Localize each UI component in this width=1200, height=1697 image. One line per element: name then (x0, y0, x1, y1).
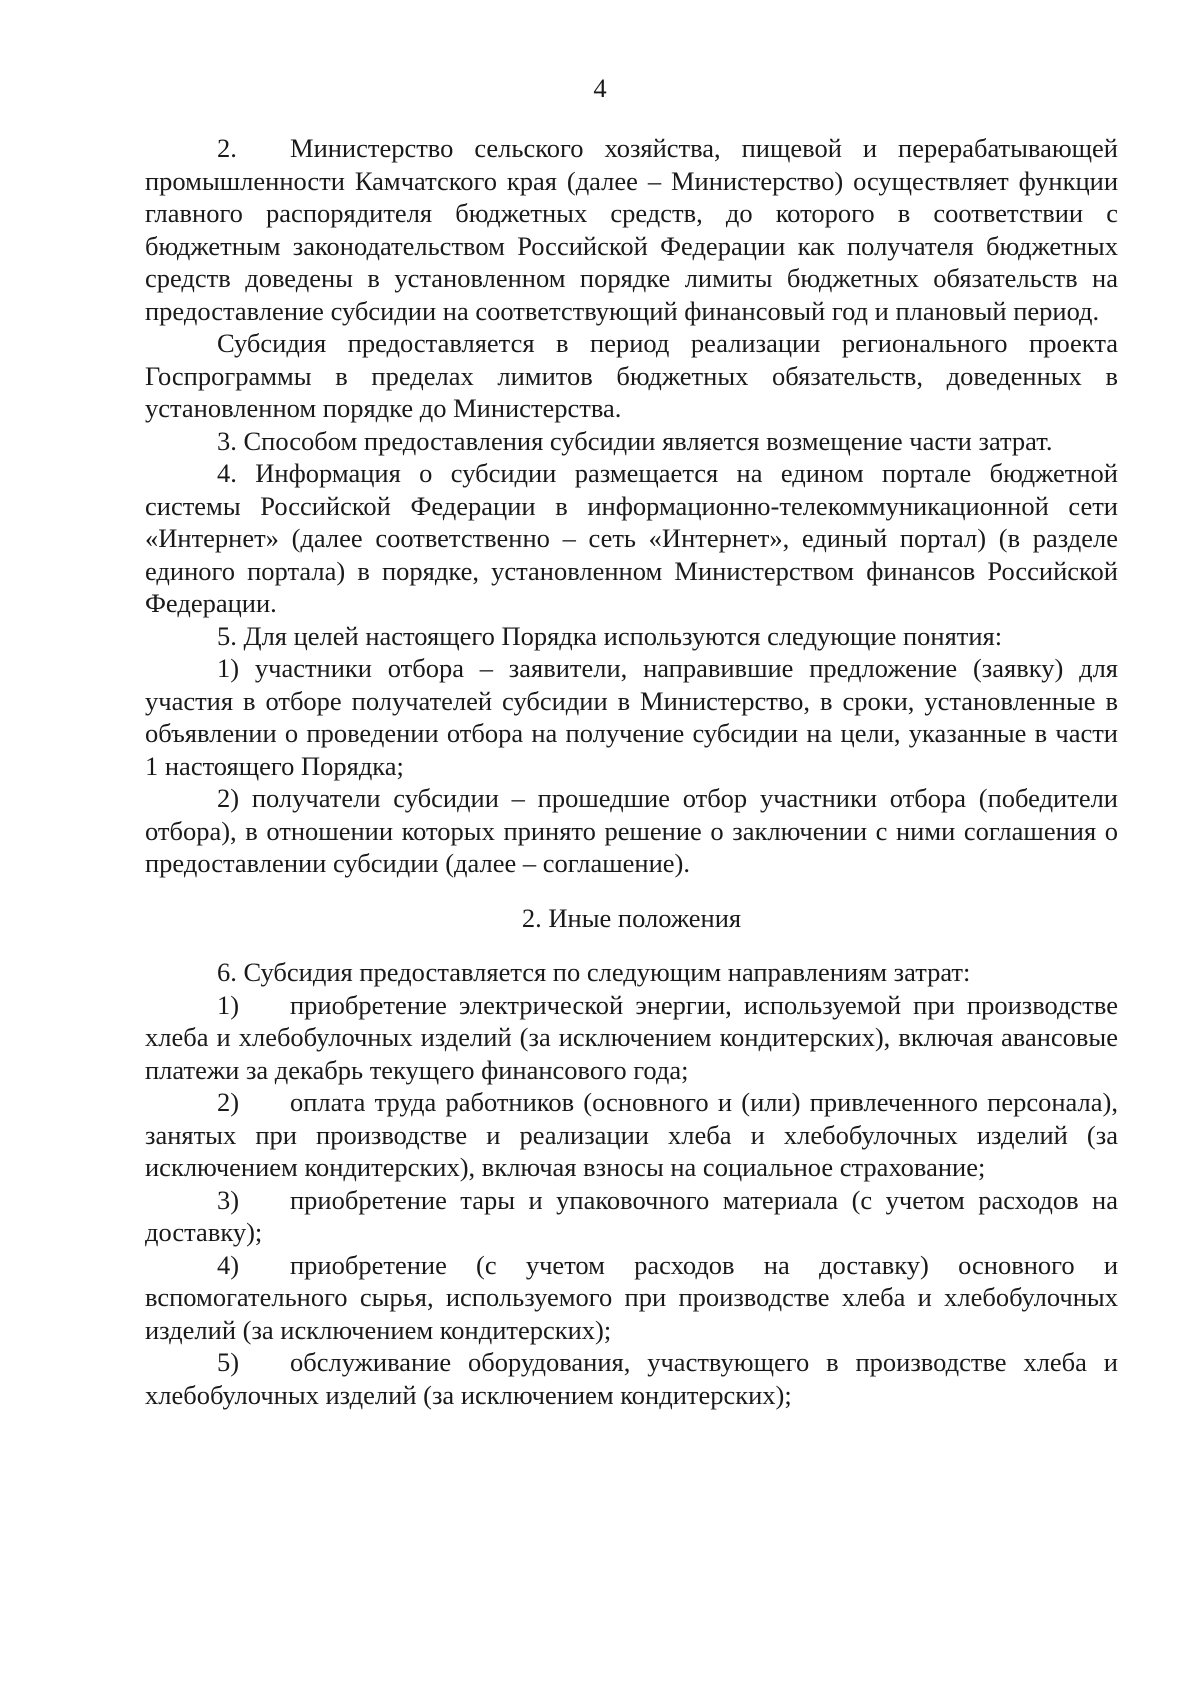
paragraph-number: 2. (217, 133, 237, 163)
paragraph-6: 6. Субсидия предоставляется по следующим направлениям затрат: (217, 957, 971, 987)
paragraph-5: 5. Для целей настоящего Порядка используются следующие понятия: (217, 620, 1003, 651)
page-number: 4 (593, 73, 607, 103)
paragraph-3: 3. Способом предоставления субсидии является возмещение части затрат. (217, 425, 1053, 456)
item-number: 2) (217, 1087, 240, 1117)
item-number: 1) (217, 989, 240, 1020)
paragraph-4: 4. Информация о субсидии размещается на едином портале бюджетной системы Российской Федерации в информационно-телекоммуникационной сети «Интернет» (далее соответственно – сеть «Интернет», единый портал) (в разделе единого портала) в порядке, установленном Министерством финансов Российской Федерации. (145, 458, 1118, 618)
paragraph-6-item-4 (145, 1249, 1118, 1347)
item-number: 5) (217, 1347, 240, 1377)
paragraph-text: Министерство сельского хозяйства, пищевой и перерабатывающей промышленности Камчатского края (далее – Министерство) осуществляет функции главного распорядителя бюджетных средств, до которого в соответствии с бюджетным законодательством Российской Федерации как получателя бюджетных средств доведены в установленном порядке лимиты бюджетных обязательств на предоставление субсидии на соответствующий финансовый год и плановый период. (145, 133, 1118, 326)
paragraph-6-item-2 (145, 1086, 1118, 1184)
paragraph-2 (145, 132, 1118, 327)
document-body (145, 132, 1118, 1411)
item-number: 3) (217, 1184, 240, 1215)
item-text: оплата труда работников (основного и (или) привлеченного персонала), занятых при производстве и реализации хлеба и хлебобулочных изделий (за исключением кондитерских), включая взносы на социальное страхование; (145, 1087, 1118, 1182)
item-text: приобретение тары и упаковочного материала (с учетом расходов на доставку); (145, 1184, 1118, 1247)
section-heading: 2. Иные положения (521, 902, 742, 933)
paragraph-5-item-1: 1) участники отбора – заявители, направившие предложение (заявку) для участия в отборе получателей субсидии в Министерство, в сроки, установленные в объявлении о проведении отбора на получение субсидии на цели, указанные в части 1 настоящего Порядка; (145, 653, 1118, 781)
paragraph-5-item-2: 2) получатели субсидии – прошедшие отбор участники отбора (победители отбора), в отношении которых принято решение о заключении с ними соглашения о предоставлении субсидии (далее – соглашение). (145, 783, 1118, 878)
item-text: приобретение электрической энергии, используемой при производстве хлеба и хлебобулочных изделий (за исключением кондитерских), включая авансовые платежи за декабрь текущего финансового года; (145, 989, 1118, 1085)
paragraph-subsidy-period: Субсидия предоставляется в период реализации регионального проекта Госпрограммы в пределах лимитов бюджетных обязательств, доведенных в установленном порядке до Министерства. (145, 328, 1118, 423)
item-text: приобретение (с учетом расходов на доставку) основного и вспомогательного сырья, используемого при производстве хлеба и хлебобулочных изделий (за исключением кондитерских); (145, 1249, 1118, 1345)
item-number: 4) (217, 1249, 240, 1280)
paragraph-6-item-3 (145, 1184, 1118, 1249)
item-text: обслуживание оборудования, участвующего в производстве хлеба и хлебобулочных изделий (за исключением кондитерских); (145, 1347, 1118, 1410)
paragraph-6-item-1 (145, 989, 1118, 1087)
paragraph-6-item-5 (145, 1346, 1118, 1411)
